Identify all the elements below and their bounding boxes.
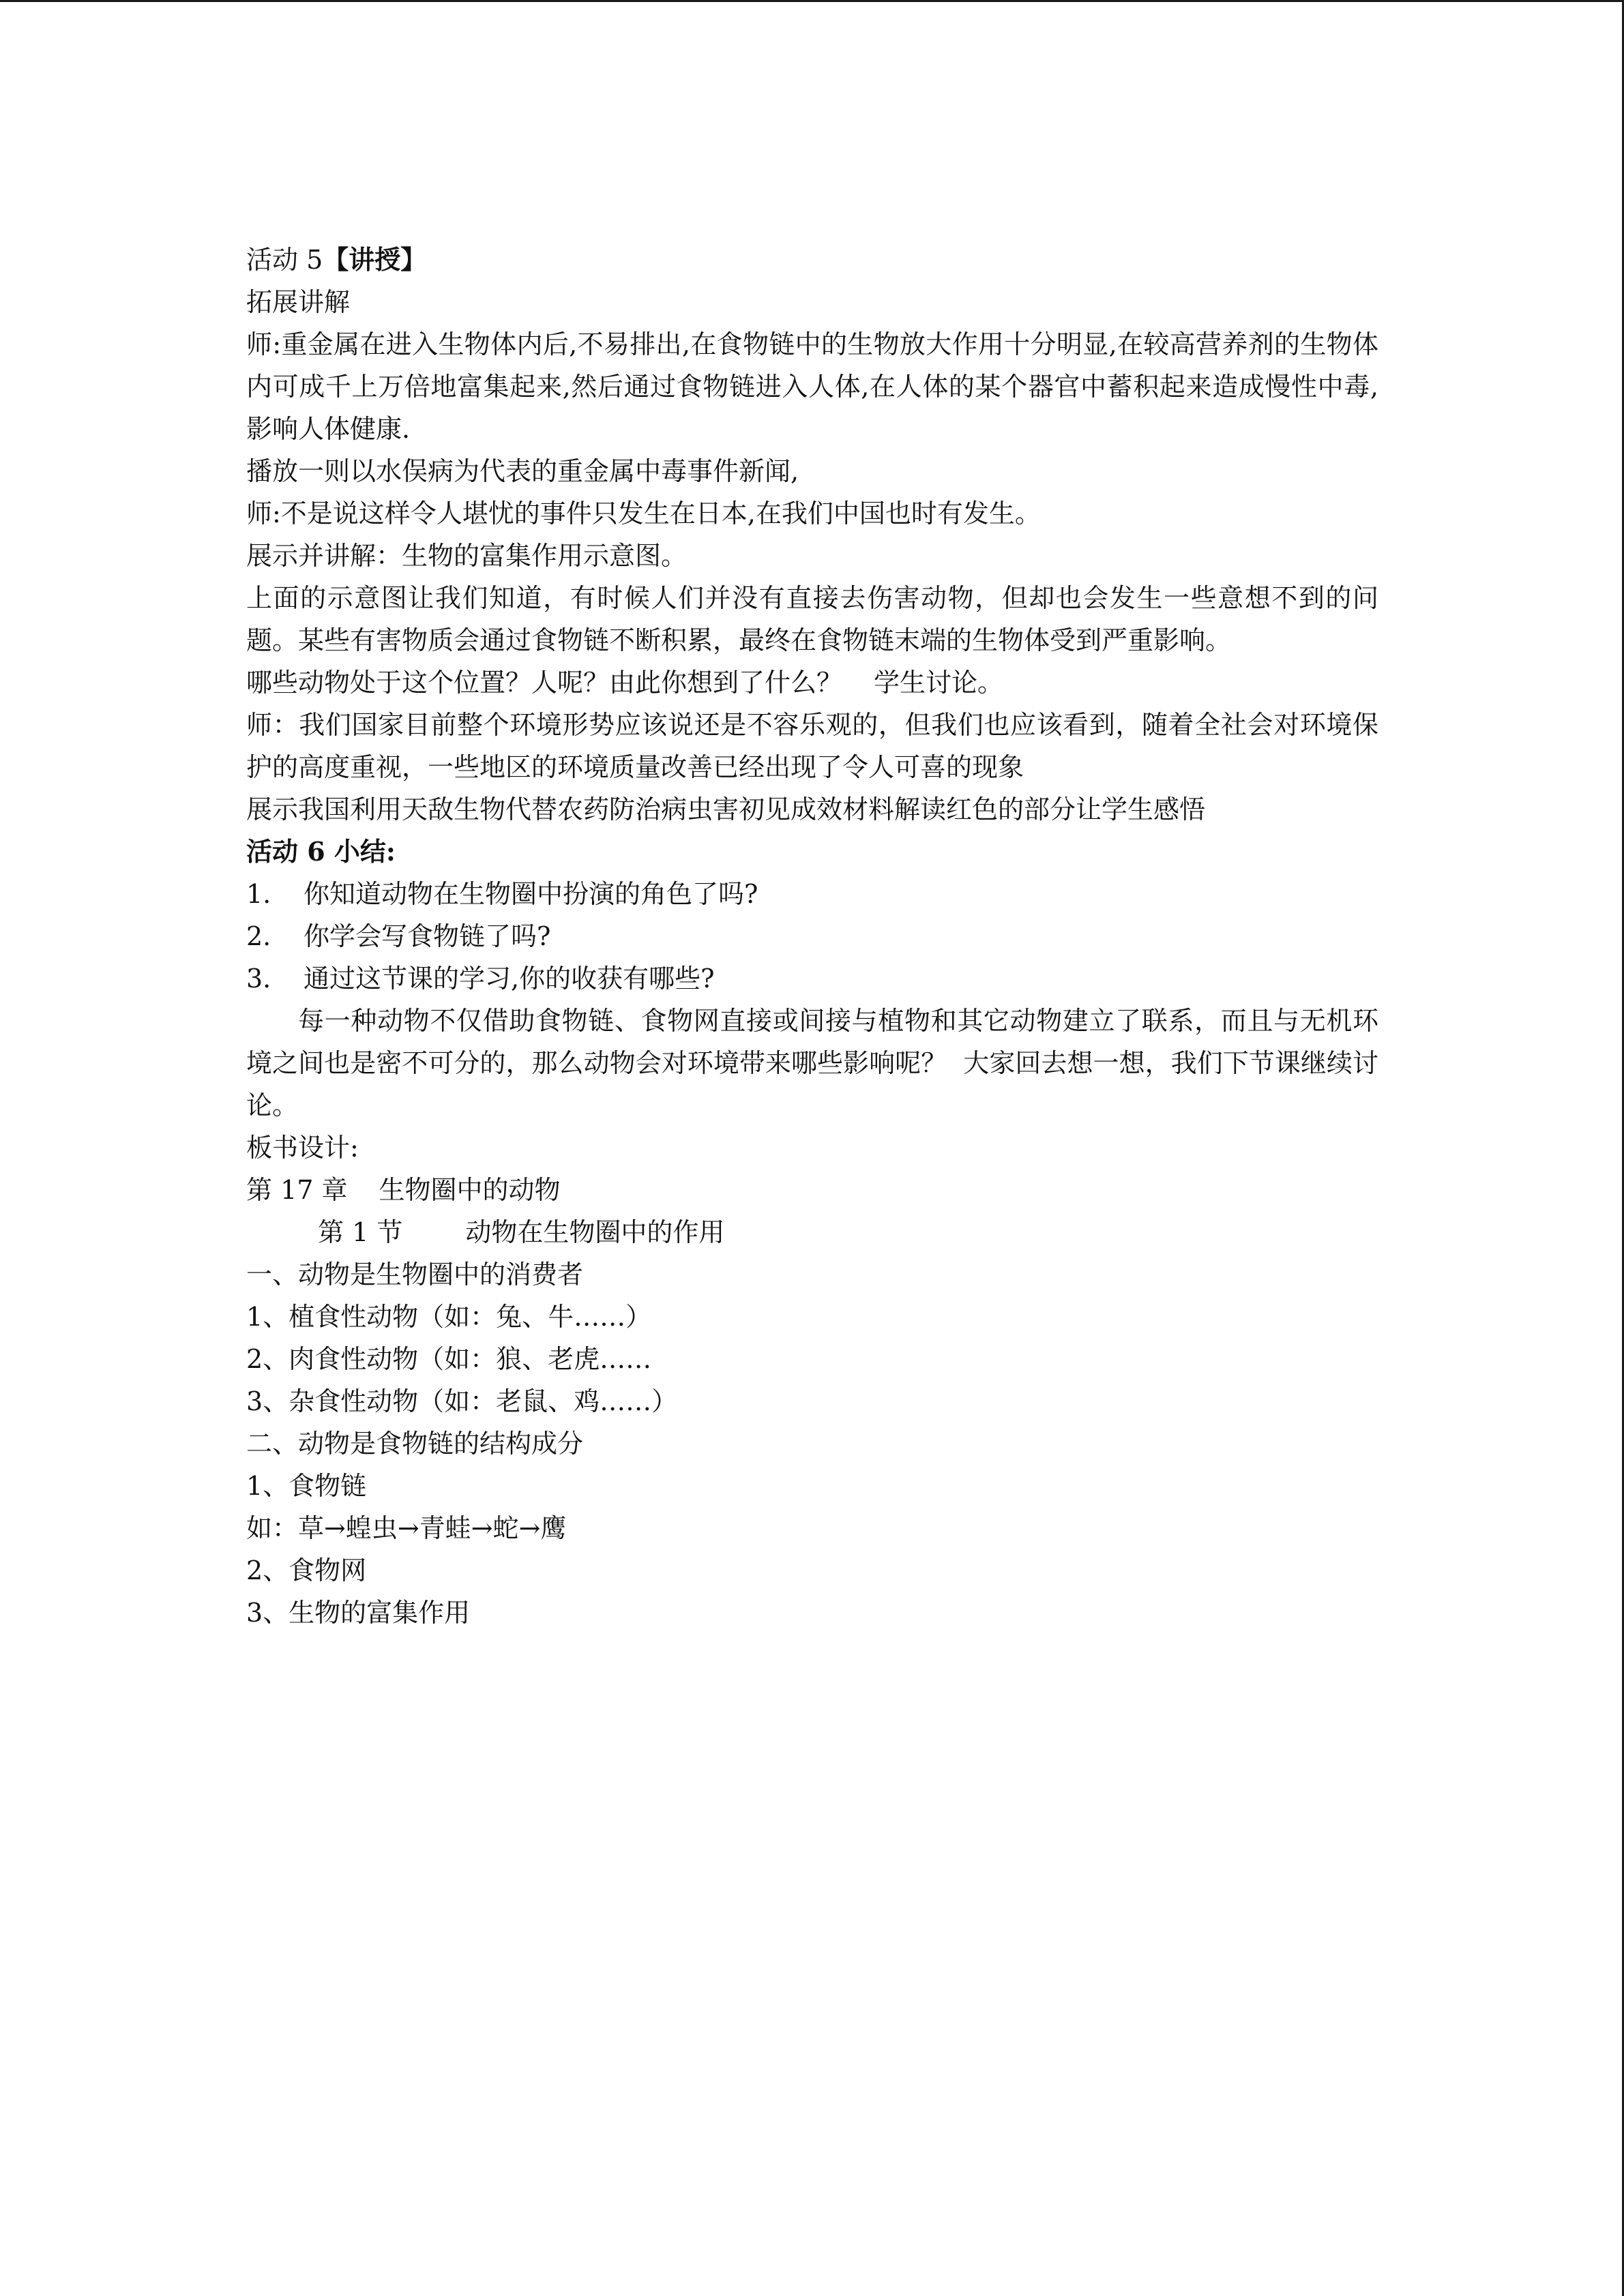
summary-item-text: 你知道动物在生物圈中扮演的角色了吗? <box>304 879 758 909</box>
chapter-title: 生物圈中的动物 <box>379 1175 561 1205</box>
extension-title: 拓展讲解 <box>246 287 351 317</box>
outline-item: 1、植食性动物（如：兔、牛……） <box>246 1302 652 1332</box>
teacher-china-line: 师:不是说这样令人堪忧的事件只发生在日本,在我们中国也时有发生。 <box>246 498 1041 528</box>
outline-item: 二、动物是食物链的结构成分 <box>246 1429 584 1459</box>
question-text: 哪些动物处于这个位置？人呢？由此你想到了什么？ <box>246 668 843 698</box>
outline-item: 1、食物链 <box>246 1471 367 1501</box>
outline-item: 2、食物网 <box>246 1555 367 1585</box>
summary-item-text: 通过这节课的学习,你的收获有哪些? <box>304 964 715 994</box>
summary-item-number: 2. <box>246 921 271 951</box>
outline-item: 一、动物是生物圈中的消费者 <box>246 1259 584 1289</box>
paragraph-heavy-metal: 师:重金属在进入生物体内后,不易排出,在食物链中的生物放大作用十分明显,在较高营养剂的生物体内可成千上万倍地富集起来,然后通过食物链进入人体,在人体的某个器官中蓄积起来造成慢性中毒,影响人体健康. <box>246 329 1378 444</box>
activity5-tag: 【讲授】 <box>323 244 427 275</box>
section-title: 动物在生物圈中的作用 <box>465 1217 725 1247</box>
chapter-heading <box>246 1169 1378 1211</box>
activity6-heading: 活动 6 小结: <box>246 836 396 867</box>
summary-item <box>246 915 1378 957</box>
outline-item: 2、肉食性动物（如：狼、老虎…… <box>246 1344 652 1374</box>
section-heading <box>246 1211 1378 1253</box>
conclusion-tail: 大家回去想一想，我们下节课继续讨论。 <box>246 1048 1378 1120</box>
activity5-heading <box>246 239 1378 281</box>
summary-item-text: 你学会写食物链了吗? <box>304 921 551 951</box>
page-top-border <box>0 0 1624 2</box>
board-design-title: 板书设计: <box>246 1133 359 1163</box>
show-material-line: 展示我国利用天敌生物代替农药防治病虫害初见成效材料解读红色的部分让学生感悟 <box>246 794 1206 824</box>
chapter-number: 第 17 章 <box>246 1175 348 1205</box>
question-line <box>246 661 1378 704</box>
outline-item: 3、生物的富集作用 <box>246 1598 471 1628</box>
document-body <box>246 239 1378 1634</box>
paragraph-conclusion <box>246 1000 1378 1127</box>
show-diagram-line: 展示并讲解：生物的富集作用示意图。 <box>246 541 688 571</box>
section-number: 第 1 节 <box>318 1217 403 1247</box>
paragraph-diagram: 上面的示意图让我们知道，有时候人们并没有直接去伤害动物，但却也会发生一些意想不到的问题。某些有害物质会通过食物链不断积累，最终在食物链末端的生物体受到严重影响。 <box>246 583 1378 655</box>
activity5-label: 活动 5 <box>246 245 323 275</box>
summary-item <box>246 873 1378 915</box>
paragraph-environment: 师：我们国家目前整个环境形势应该说还是不容乐观的，但我们也应该看到，随着全社会对环境保护的高度重视，一些地区的环境质量改善已经出现了令人可喜的现象 <box>246 710 1378 782</box>
summary-item-number: 3. <box>246 964 271 994</box>
summary-item-number: 1. <box>246 879 271 909</box>
summary-item <box>246 957 1378 1000</box>
outline-item: 3、杂食性动物（如：老鼠、鸡……） <box>246 1386 678 1416</box>
food-chain-example: 如：草→蝗虫→青蛙→蛇→鹰 <box>246 1513 567 1543</box>
conclusion-text: 每一种动物不仅借助食物链、食物网直接或间接与植物和其它动物建立了联系，而且与无机环境之间也是密不可分的，那么动物会对环境带来哪些影响呢？ <box>246 1006 1378 1078</box>
play-news-line: 播放一则以水俣病为代表的重金属中毒事件新闻, <box>246 456 799 486</box>
student-discussion: 学生讨论。 <box>874 668 1004 698</box>
